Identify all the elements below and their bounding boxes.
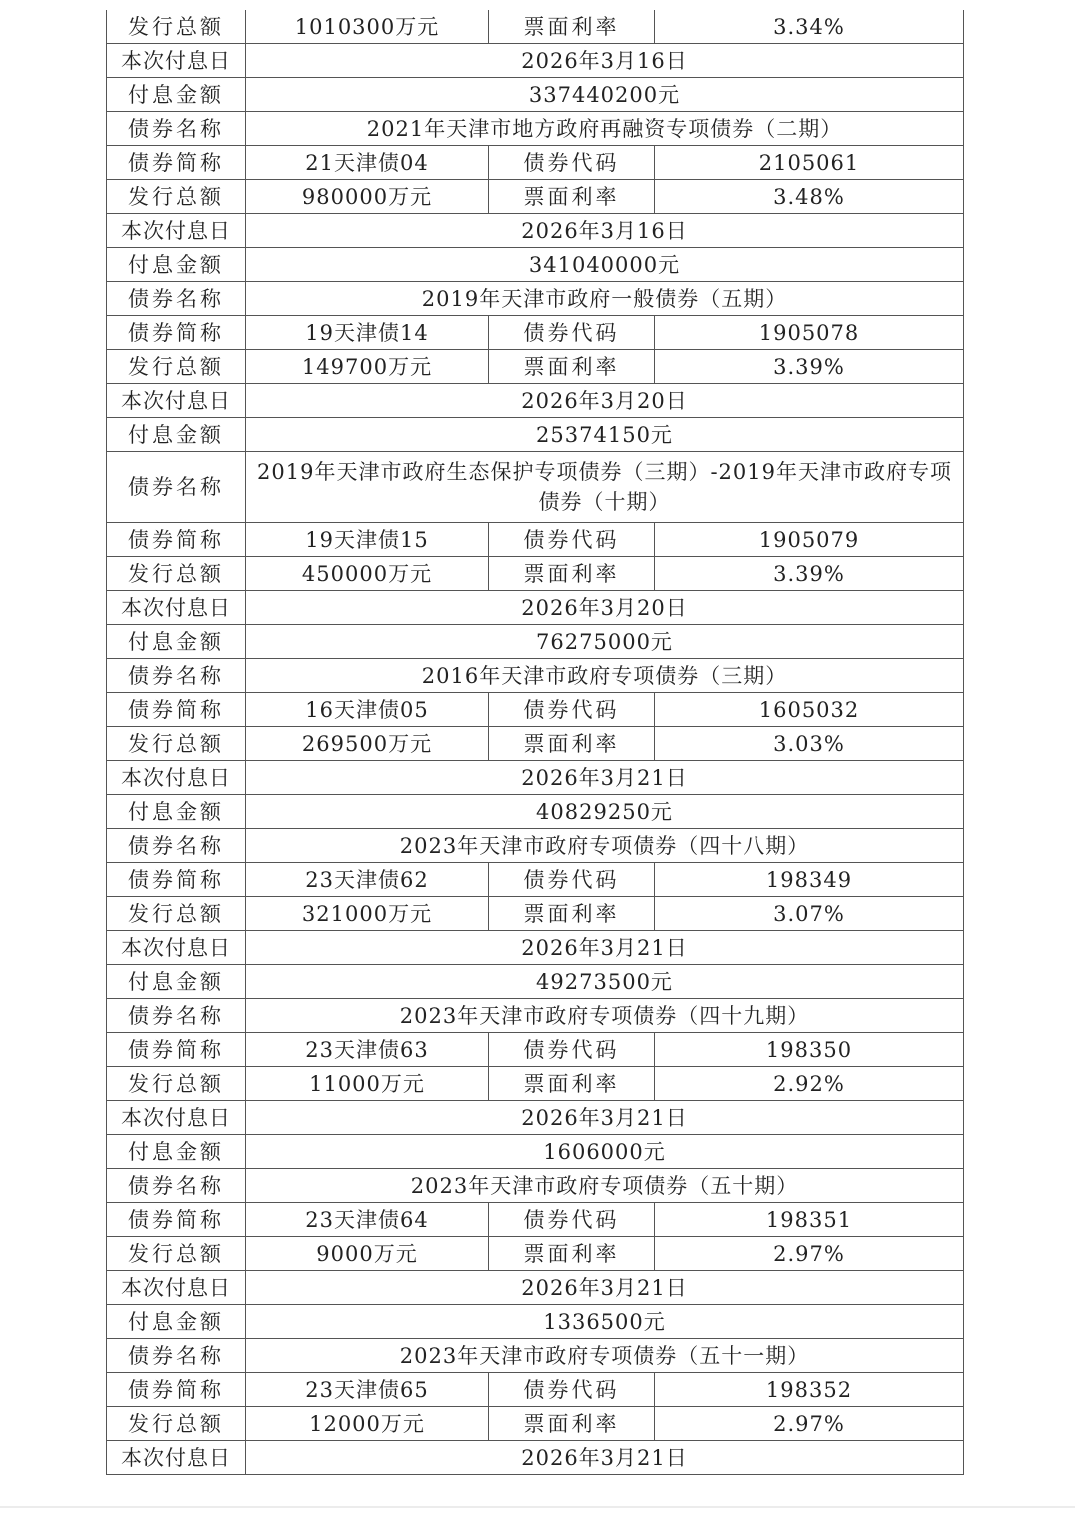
table-row: [107, 1407, 964, 1441]
payment-amount-label: 付息金额: [107, 795, 246, 829]
coupon-rate-label: 票面利率: [489, 727, 655, 761]
payment-date-label: 本次付息日: [107, 1441, 246, 1475]
payment-date-label: 本次付息日: [107, 591, 246, 625]
code-label: 债券代码: [489, 146, 655, 180]
table-row: [107, 727, 964, 761]
payment-amount-label: 付息金额: [107, 418, 246, 452]
table-row: [107, 931, 964, 965]
table-row: [107, 761, 964, 795]
table-row: [107, 316, 964, 350]
code-label: 债券代码: [489, 1033, 655, 1067]
coupon-rate-value: 2.97%: [655, 1407, 964, 1441]
bond-name-label: 债券名称: [107, 112, 246, 146]
issue-total-value: 980000万元: [246, 180, 489, 214]
payment-amount-value: 76275000元: [246, 625, 964, 659]
coupon-rate-label: 票面利率: [489, 180, 655, 214]
code-value: 198349: [655, 863, 964, 897]
table-row: [107, 1169, 964, 1203]
payment-amount-label: 付息金额: [107, 1135, 246, 1169]
code-value: 198350: [655, 1033, 964, 1067]
bond-name-label: 债券名称: [107, 999, 246, 1033]
payment-amount-label: 付息金额: [107, 625, 246, 659]
payment-date-label: 本次付息日: [107, 1101, 246, 1135]
payment-amount-value: 1336500元: [246, 1305, 964, 1339]
table-row: [107, 384, 964, 418]
issue-total-value: 450000万元: [246, 557, 489, 591]
bond-name-value: 2023年天津市政府专项债券（五十期）: [246, 1169, 964, 1203]
payment-amount-label: 付息金额: [107, 965, 246, 999]
coupon-rate-value: 2.92%: [655, 1067, 964, 1101]
short-name-value: 19天津债14: [246, 316, 489, 350]
short-name-value: 23天津债64: [246, 1203, 489, 1237]
issue-total-label: 发行总额: [107, 557, 246, 591]
code-value: 198352: [655, 1373, 964, 1407]
table-row: [107, 78, 964, 112]
code-value: 2105061: [655, 146, 964, 180]
code-value: 1905079: [655, 523, 964, 557]
bond-name-value: 2019年天津市政府生态保护专项债券（三期）-2019年天津市政府专项债券（十期）: [246, 452, 964, 523]
table-row: [107, 1135, 964, 1169]
short-name-label: 债券简称: [107, 693, 246, 727]
code-label: 债券代码: [489, 1373, 655, 1407]
bond-interest-table: [106, 10, 964, 1475]
coupon-rate-value: 3.03%: [655, 727, 964, 761]
bond-name-label: 债券名称: [107, 829, 246, 863]
short-name-label: 债券简称: [107, 863, 246, 897]
table-row: [107, 1237, 964, 1271]
issue-total-label: 发行总额: [107, 180, 246, 214]
payment-amount-value: 25374150元: [246, 418, 964, 452]
bond-name-label: 债券名称: [107, 1169, 246, 1203]
issue-total-value: 1010300万元: [246, 10, 489, 44]
bond-name-value: 2023年天津市政府专项债券（五十一期）: [246, 1339, 964, 1373]
table-row: [107, 897, 964, 931]
bond-name-label: 债券名称: [107, 659, 246, 693]
table-row: [107, 625, 964, 659]
payment-date-value: 2026年3月21日: [246, 931, 964, 965]
coupon-rate-value: 2.97%: [655, 1237, 964, 1271]
table-row: [107, 248, 964, 282]
short-name-label: 债券简称: [107, 1203, 246, 1237]
issue-total-value: 149700万元: [246, 350, 489, 384]
issue-total-value: 321000万元: [246, 897, 489, 931]
table-row: [107, 214, 964, 248]
table-row: [107, 557, 964, 591]
table-row: [107, 999, 964, 1033]
issue-total-value: 9000万元: [246, 1237, 489, 1271]
issue-total-value: 269500万元: [246, 727, 489, 761]
table-row: [107, 112, 964, 146]
code-label: 债券代码: [489, 863, 655, 897]
issue-total-label: 发行总额: [107, 350, 246, 384]
short-name-value: 16天津债05: [246, 693, 489, 727]
short-name-value: 23天津债62: [246, 863, 489, 897]
coupon-rate-label: 票面利率: [489, 1237, 655, 1271]
coupon-rate-value: 3.07%: [655, 897, 964, 931]
issue-total-label: 发行总额: [107, 727, 246, 761]
bond-name-label: 债券名称: [107, 282, 246, 316]
coupon-rate-value: 3.34%: [655, 10, 964, 44]
page-edge-line: [0, 1506, 1075, 1508]
table-row: [107, 523, 964, 557]
coupon-rate-value: 3.39%: [655, 350, 964, 384]
table-row: [107, 146, 964, 180]
table-row: [107, 795, 964, 829]
table-row: [107, 1305, 964, 1339]
short-name-value: 21天津债04: [246, 146, 489, 180]
short-name-label: 债券简称: [107, 1033, 246, 1067]
short-name-label: 债券简称: [107, 146, 246, 180]
table-row: [107, 1203, 964, 1237]
table-row: [107, 180, 964, 214]
coupon-rate-value: 3.39%: [655, 557, 964, 591]
payment-amount-value: 341040000元: [246, 248, 964, 282]
bond-name-value: 2019年天津市政府一般债券（五期）: [246, 282, 964, 316]
table-row: [107, 418, 964, 452]
payment-date-label: 本次付息日: [107, 931, 246, 965]
code-label: 债券代码: [489, 316, 655, 350]
bond-name-value: 2021年天津市地方政府再融资专项债券（二期）: [246, 112, 964, 146]
table-row: [107, 44, 964, 78]
issue-total-label: 发行总额: [107, 897, 246, 931]
table-row: [107, 452, 964, 523]
short-name-label: 债券简称: [107, 1373, 246, 1407]
code-label: 债券代码: [489, 693, 655, 727]
bond-name-value: 2016年天津市政府专项债券（三期）: [246, 659, 964, 693]
payment-date-label: 本次付息日: [107, 214, 246, 248]
bond-name-label: 债券名称: [107, 452, 246, 523]
short-name-value: 19天津债15: [246, 523, 489, 557]
table-row: [107, 1033, 964, 1067]
table-row: [107, 10, 964, 44]
coupon-rate-label: 票面利率: [489, 557, 655, 591]
payment-date-value: 2026年3月20日: [246, 591, 964, 625]
code-value: 198351: [655, 1203, 964, 1237]
coupon-rate-value: 3.48%: [655, 180, 964, 214]
table-row: [107, 1339, 964, 1373]
payment-amount-value: 1606000元: [246, 1135, 964, 1169]
payment-date-value: 2026年3月16日: [246, 44, 964, 78]
issue-total-label: 发行总额: [107, 1407, 246, 1441]
payment-date-label: 本次付息日: [107, 761, 246, 795]
table-row: [107, 1271, 964, 1305]
payment-date-value: 2026年3月20日: [246, 384, 964, 418]
bond-name-label: 债券名称: [107, 1339, 246, 1373]
table-row: [107, 829, 964, 863]
table-row: [107, 965, 964, 999]
payment-amount-value: 49273500元: [246, 965, 964, 999]
coupon-rate-label: 票面利率: [489, 350, 655, 384]
table-row: [107, 1101, 964, 1135]
issue-total-label: 发行总额: [107, 1067, 246, 1101]
payment-date-value: 2026年3月21日: [246, 761, 964, 795]
payment-amount-label: 付息金额: [107, 78, 246, 112]
table-row: [107, 350, 964, 384]
payment-amount-value: 337440200元: [246, 78, 964, 112]
payment-date-label: 本次付息日: [107, 44, 246, 78]
payment-date-value: 2026年3月21日: [246, 1101, 964, 1135]
code-value: 1605032: [655, 693, 964, 727]
table-row: [107, 1067, 964, 1101]
code-label: 债券代码: [489, 1203, 655, 1237]
code-label: 债券代码: [489, 523, 655, 557]
table-row: [107, 1441, 964, 1475]
bond-name-value: 2023年天津市政府专项债券（四十九期）: [246, 999, 964, 1033]
table-row: [107, 693, 964, 727]
issue-total-value: 11000万元: [246, 1067, 489, 1101]
coupon-rate-label: 票面利率: [489, 1067, 655, 1101]
issue-total-value: 12000万元: [246, 1407, 489, 1441]
payment-date-label: 本次付息日: [107, 384, 246, 418]
coupon-rate-label: 票面利率: [489, 10, 655, 44]
payment-date-value: 2026年3月21日: [246, 1271, 964, 1305]
short-name-value: 23天津债63: [246, 1033, 489, 1067]
coupon-rate-label: 票面利率: [489, 1407, 655, 1441]
payment-amount-label: 付息金额: [107, 1305, 246, 1339]
short-name-value: 23天津债65: [246, 1373, 489, 1407]
payment-date-value: 2026年3月16日: [246, 214, 964, 248]
payment-amount-value: 40829250元: [246, 795, 964, 829]
table-row: [107, 282, 964, 316]
table-row: [107, 863, 964, 897]
short-name-label: 债券简称: [107, 523, 246, 557]
payment-date-value: 2026年3月21日: [246, 1441, 964, 1475]
table-row: [107, 591, 964, 625]
payment-date-label: 本次付息日: [107, 1271, 246, 1305]
table-row: [107, 659, 964, 693]
bond-name-value: 2023年天津市政府专项债券（四十八期）: [246, 829, 964, 863]
short-name-label: 债券简称: [107, 316, 246, 350]
payment-amount-label: 付息金额: [107, 248, 246, 282]
coupon-rate-label: 票面利率: [489, 897, 655, 931]
code-value: 1905078: [655, 316, 964, 350]
issue-total-label: 发行总额: [107, 1237, 246, 1271]
table-row: [107, 1373, 964, 1407]
issue-total-label: 发行总额: [107, 10, 246, 44]
